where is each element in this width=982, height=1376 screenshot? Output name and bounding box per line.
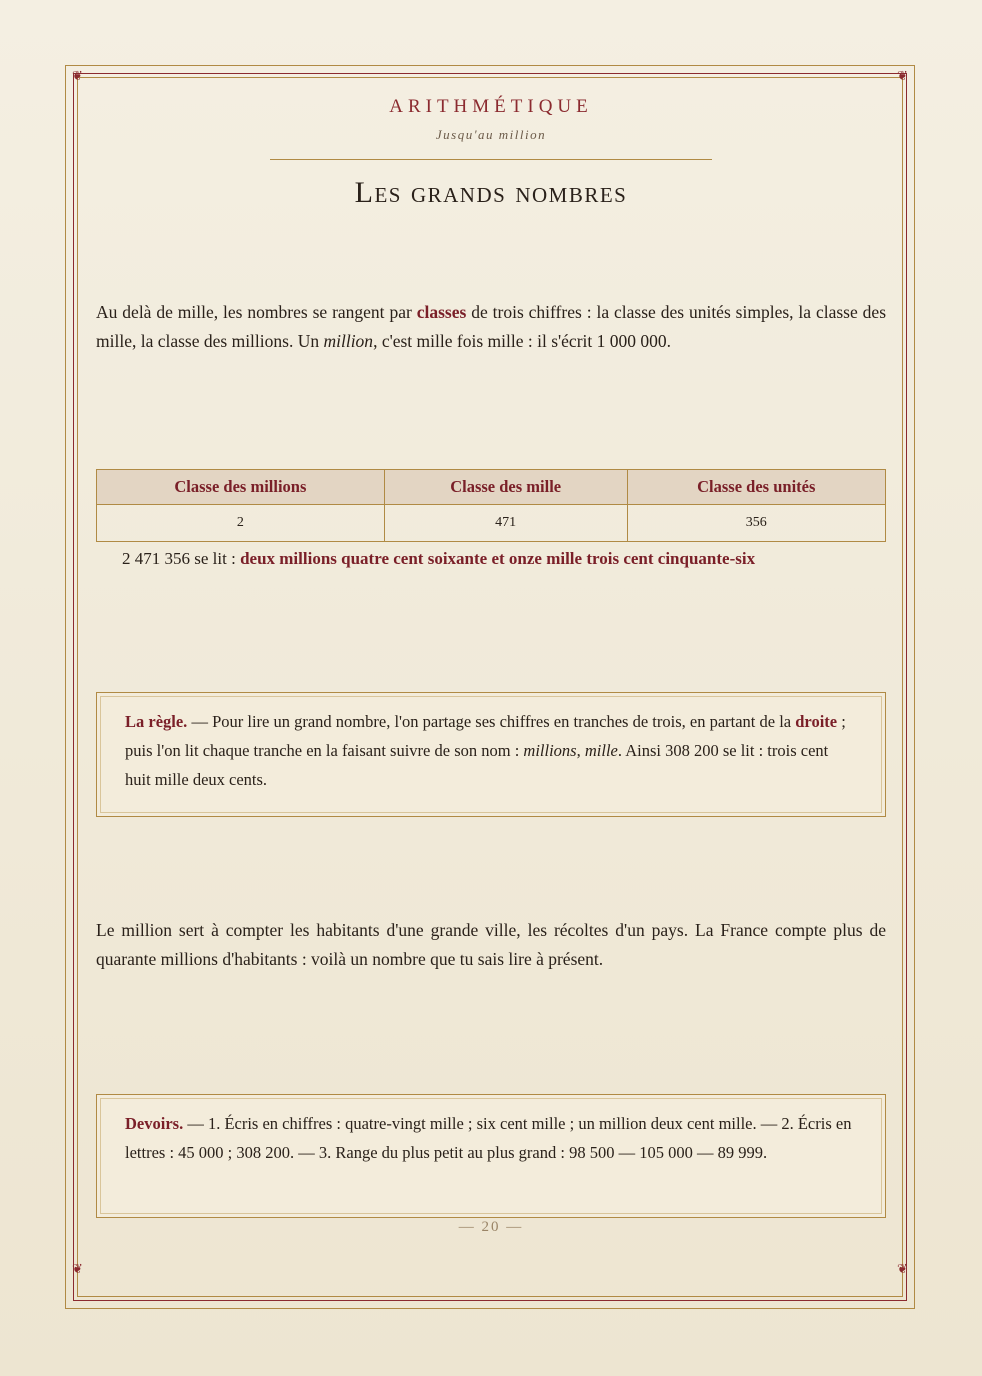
closing-paragraph: Le million sert à compter les habitants d'une grande ville, les récoltes d'un pays. La France compte plus de quarante millions d'habitants : voilà un nombre que tu sais lire à présent.	[96, 920, 886, 969]
rule-separator: ,	[576, 741, 585, 760]
corner-ornament-bottom-left-icon: ❦	[72, 1262, 83, 1277]
value-unites: 356	[627, 505, 885, 542]
table-header-row	[97, 470, 886, 505]
table-row	[97, 505, 886, 542]
devoirs-box	[96, 1094, 886, 1218]
intro-bold-classes: classes	[416, 302, 467, 322]
classes-table	[96, 469, 886, 542]
rule-box	[96, 692, 886, 817]
rule-bold-droite: droite	[795, 712, 838, 731]
subtitle: Jusqu'au million	[435, 127, 547, 142]
devoirs-lead: Devoirs.	[125, 1114, 184, 1133]
header-unites: Classe des unités	[627, 470, 885, 505]
intro-italic-million: million	[323, 331, 374, 351]
corner-ornament-top-right-icon: ❦	[897, 69, 908, 84]
example-prefix: 2 471 356 se lit :	[122, 549, 241, 568]
subject-heading: ARITHMÉTIQUE	[389, 96, 593, 117]
devoirs-text: — 1. Écris en chiffres : quatre-vingt mille ; six cent mille ; un million deux cent mille. — 2. Écris en lettres : 45 000 ; 308 200. — 3. Range du plus petit au plus grand : 98 500 — 105 000 — 89 999.	[125, 1114, 852, 1162]
header-mille: Classe des mille	[384, 470, 627, 505]
rule-italic-mille: mille	[584, 741, 618, 760]
corner-ornament-bottom-right-icon: ❦	[897, 1262, 908, 1277]
example-reading	[122, 545, 755, 573]
intro-text-3: , c'est mille fois mille : il s'écrit 1 000 000.	[373, 331, 671, 351]
rule-italic-millions: millions	[523, 741, 577, 760]
rule-text-3: . Ainsi 308 200 se lit : trois cent huit mille deux cents.	[125, 741, 829, 789]
rule-text-2: ; puis l'on lit chaque tranche en la faisant suivre de son nom :	[125, 712, 846, 760]
corner-ornament-top-left-icon: ❦	[72, 69, 83, 84]
intro-text-1: Au delà de mille, les nombres se rangent par	[96, 302, 417, 322]
intro-text-2: de trois chiffres : la classe des unités simples, la classe des mille, la classe des millions. Un	[96, 302, 887, 351]
header-millions: Classe des millions	[97, 470, 385, 505]
rule-text-1: — Pour lire un grand nombre, l'on partage ses chiffres en tranches de trois, en partant de la	[187, 712, 796, 731]
intro-paragraph	[96, 298, 886, 356]
value-mille: 471	[384, 505, 627, 542]
example-reading-text: deux millions quatre cent soixante et onze mille trois cent cinquante-six	[240, 549, 756, 568]
lesson-title: Les grands nombres	[354, 176, 628, 209]
page-number: — 20 —	[458, 1219, 524, 1235]
value-millions: 2	[97, 505, 385, 542]
header-divider	[270, 159, 712, 160]
rule-lead: La règle.	[125, 712, 188, 731]
